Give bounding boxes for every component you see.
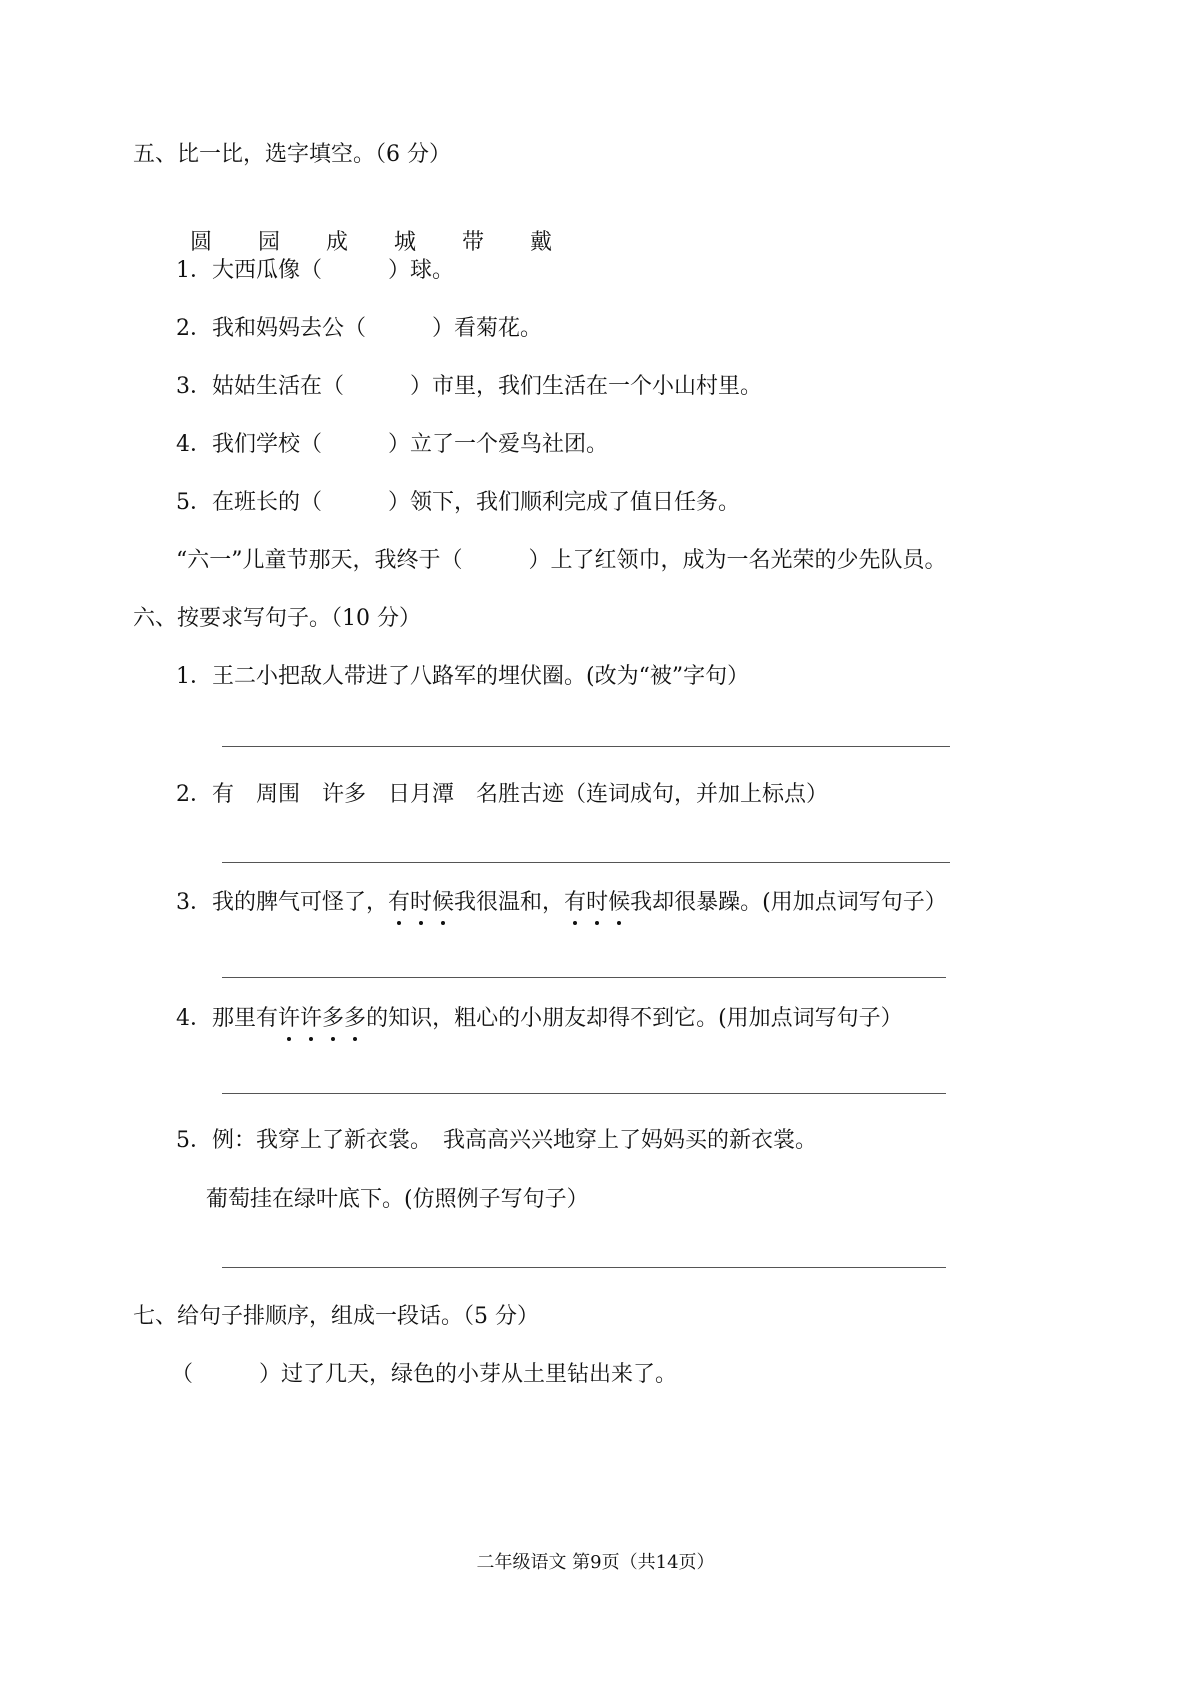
item-number: 1． — [176, 258, 212, 283]
dotted-word — [388, 890, 454, 915]
dotted-word — [564, 890, 630, 915]
item-number: 5． — [176, 490, 212, 515]
section6-heading: 六、按要求写句子。（10 分） — [133, 606, 421, 631]
question-text: 3．我的脾气可怪了， — [176, 890, 388, 915]
section7-heading: 七、给句子排顺序，组成一段话。（5 分） — [133, 1304, 539, 1329]
question-text: 我很温和， — [454, 890, 565, 915]
fill-item-4 — [176, 430, 608, 460]
dotted-char: 多 — [344, 1006, 367, 1031]
choice-char: 城 — [394, 230, 417, 255]
answer-line[interactable] — [222, 1093, 946, 1094]
dotted-char: 有 — [388, 890, 411, 915]
answer-line[interactable] — [222, 862, 950, 863]
order-item-1: （ ）过了几天，绿色的小芽从土里钻出来了。 — [171, 1362, 678, 1387]
fill-item-1 — [176, 256, 454, 286]
item-number: 4． — [176, 432, 212, 457]
item-text: 大西瓜像（ ）球。 — [212, 258, 455, 283]
dotted-char: 时 — [410, 890, 433, 915]
question-text: 的知识，粗心的小朋友却得不到它。(用加点词写句子） — [366, 1006, 903, 1031]
fill-item-extra: “六一”儿童节那天，我终于（ ）上了红领巾，成为一名光荣的少先队员。 — [176, 548, 947, 573]
answer-line[interactable] — [222, 1267, 946, 1268]
item-text: 姑姑生活在（ ）市里，我们生活在一个小山村里。 — [212, 374, 763, 399]
dotted-char: 多 — [322, 1006, 345, 1031]
dotted-char: 许 — [300, 1006, 323, 1031]
choice-char: 成 — [326, 230, 349, 255]
answer-line[interactable] — [222, 746, 950, 747]
answer-line[interactable] — [222, 977, 946, 978]
dotted-word — [278, 1006, 366, 1031]
choice-char: 园 — [258, 230, 281, 255]
item-number: 3． — [176, 374, 212, 399]
dotted-char: 候 — [608, 890, 631, 915]
question-4 — [176, 1004, 903, 1034]
dotted-char: 时 — [586, 890, 609, 915]
question-5-example: 5．例：我穿上了新衣裳。 我高高兴兴地穿上了妈妈买的新衣裳。 — [176, 1128, 817, 1153]
dotted-char: 有 — [564, 890, 587, 915]
section5-heading: 五、比一比，选字填空。（6 分） — [133, 142, 451, 167]
choice-char: 圆 — [190, 230, 213, 255]
choice-characters — [176, 198, 598, 258]
question-3 — [176, 888, 947, 918]
question-5-prompt: 葡萄挂在绿叶底下。(仿照例子写句子） — [206, 1187, 589, 1212]
choice-char: 戴 — [530, 230, 553, 255]
dotted-char: 许 — [278, 1006, 301, 1031]
question-text: 我却很暴躁。(用加点词写句子） — [630, 890, 947, 915]
question-text: 4．那里有 — [176, 1006, 278, 1031]
question-2: 2．有 周围 许多 日月潭 名胜古迹（连词成句，并加上标点） — [176, 782, 828, 807]
dotted-char: 候 — [432, 890, 455, 915]
item-text: 我和妈妈去公（ ）看菊花。 — [212, 316, 543, 341]
item-text: 我们学校（ ）立了一个爱鸟社团。 — [212, 432, 609, 457]
item-text: 在班长的（ ）领下，我们顺利完成了值日任务。 — [212, 490, 741, 515]
question-1: 1．王二小把敌人带进了八路军的埋伏圈。(改为“被”字句） — [176, 664, 750, 689]
item-number: 2． — [176, 316, 212, 341]
fill-item-2 — [176, 314, 542, 344]
choice-char: 带 — [462, 230, 485, 255]
page-footer: 二年级语文 第9页（共14页） — [476, 1552, 715, 1573]
fill-item-5 — [176, 488, 740, 518]
fill-item-3 — [176, 372, 762, 402]
